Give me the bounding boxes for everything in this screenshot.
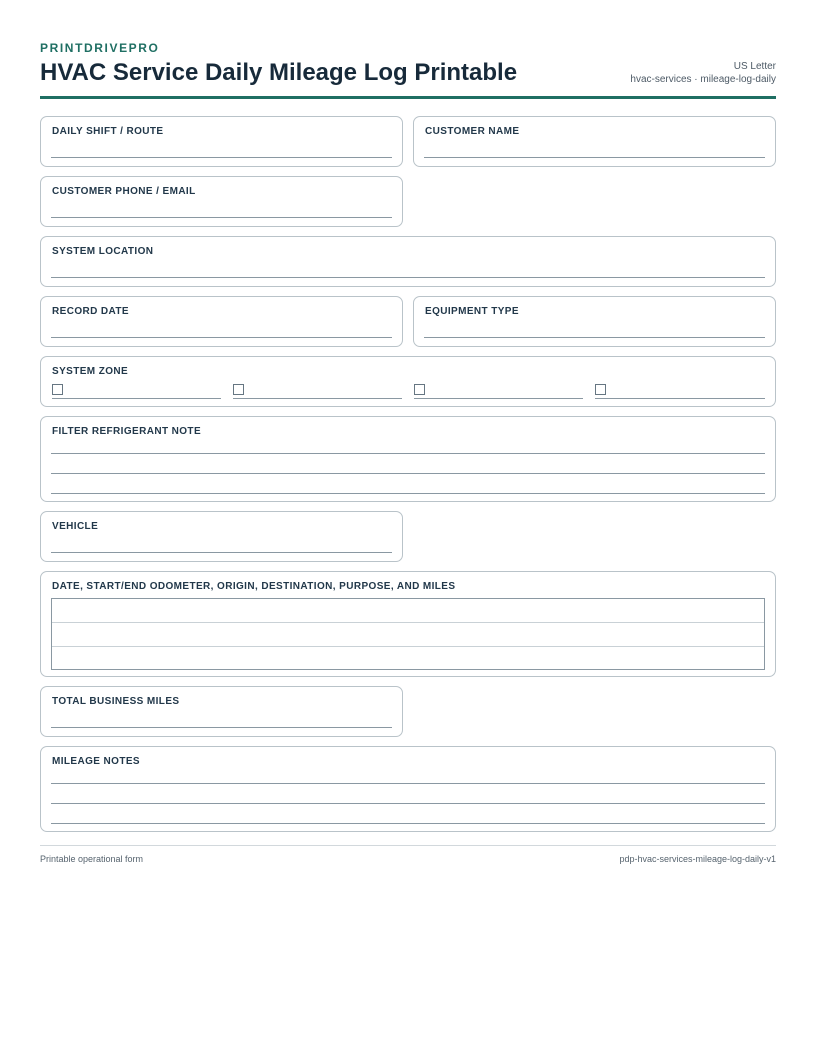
page-footer xyxy=(40,845,776,864)
customer-phone-email-label: CUSTOMER PHONE / EMAIL xyxy=(52,186,196,197)
vehicle-writing-line[interactable] xyxy=(51,552,392,553)
vehicle-label: VEHICLE xyxy=(52,521,99,532)
daily-shift-route-field[interactable] xyxy=(40,116,403,167)
table-row[interactable] xyxy=(52,599,764,623)
system-zone-option-4[interactable] xyxy=(595,383,765,399)
system-location-writing-line[interactable] xyxy=(51,277,765,278)
total-business-miles-writing-line[interactable] xyxy=(51,727,392,728)
checkbox-icon[interactable] xyxy=(414,384,425,395)
category-path: hvac-services · mileage-log-daily xyxy=(630,74,776,85)
customer-name-field[interactable] xyxy=(413,116,776,167)
daily-shift-route-writing-line[interactable] xyxy=(51,157,392,158)
filter-refrigerant-note-field[interactable] xyxy=(40,416,776,502)
table-row[interactable] xyxy=(52,647,764,671)
footer-form-id: pdp-hvac-services-mileage-log-daily-v1 xyxy=(619,854,776,864)
table-row[interactable] xyxy=(52,623,764,647)
system-zone-option-3[interactable] xyxy=(414,383,583,399)
note-writing-line[interactable] xyxy=(51,473,765,474)
page-title: HVAC Service Daily Mileage Log Printable xyxy=(40,59,518,86)
equipment-type-label: EQUIPMENT TYPE xyxy=(425,306,519,317)
note-writing-line[interactable] xyxy=(51,493,765,494)
record-date-writing-line[interactable] xyxy=(51,337,392,338)
system-zone-field xyxy=(40,356,776,407)
mileage-notes-label: MILEAGE NOTES xyxy=(52,756,140,767)
note-writing-line[interactable] xyxy=(51,783,765,784)
form-header xyxy=(40,40,776,99)
trip-log-table-label: DATE, START/END ODOMETER, ORIGIN, DESTINATION, PURPOSE, AND MILES xyxy=(52,581,456,592)
equipment-type-field[interactable] xyxy=(413,296,776,347)
trip-log-grid xyxy=(51,598,765,670)
system-zone-option-1[interactable] xyxy=(52,383,221,399)
equipment-type-writing-line[interactable] xyxy=(424,337,765,338)
system-location-label: SYSTEM LOCATION xyxy=(52,246,154,257)
note-writing-line[interactable] xyxy=(51,453,765,454)
customer-name-writing-line[interactable] xyxy=(424,157,765,158)
paper-size: US Letter xyxy=(733,61,776,72)
customer-phone-email-writing-line[interactable] xyxy=(51,217,392,218)
vehicle-field[interactable] xyxy=(40,511,403,562)
note-writing-line[interactable] xyxy=(51,823,765,824)
footer-form-type: Printable operational form xyxy=(40,854,144,864)
checkbox-icon[interactable] xyxy=(595,384,606,395)
filter-refrigerant-note-label: FILTER REFRIGERANT NOTE xyxy=(52,426,202,437)
daily-shift-route-label: DAILY SHIFT / ROUTE xyxy=(52,126,164,137)
form-meta xyxy=(630,60,776,86)
brand-name: PRINTDRIVEPRO xyxy=(40,41,160,55)
customer-name-label: CUSTOMER NAME xyxy=(425,126,520,137)
record-date-label: RECORD DATE xyxy=(52,306,129,317)
form-page xyxy=(40,40,776,767)
checkbox-icon[interactable] xyxy=(233,384,244,395)
system-zone-option-2[interactable] xyxy=(233,383,402,399)
mileage-notes-field[interactable] xyxy=(40,746,776,832)
system-location-field[interactable] xyxy=(40,236,776,287)
system-zone-label: SYSTEM ZONE xyxy=(52,366,129,377)
record-date-field[interactable] xyxy=(40,296,403,347)
checkbox-icon[interactable] xyxy=(52,384,63,395)
customer-phone-email-field[interactable] xyxy=(40,176,403,227)
note-writing-line[interactable] xyxy=(51,803,765,804)
trip-log-table-field xyxy=(40,571,776,677)
total-business-miles-field[interactable] xyxy=(40,686,403,737)
total-business-miles-label: TOTAL BUSINESS MILES xyxy=(52,696,180,707)
